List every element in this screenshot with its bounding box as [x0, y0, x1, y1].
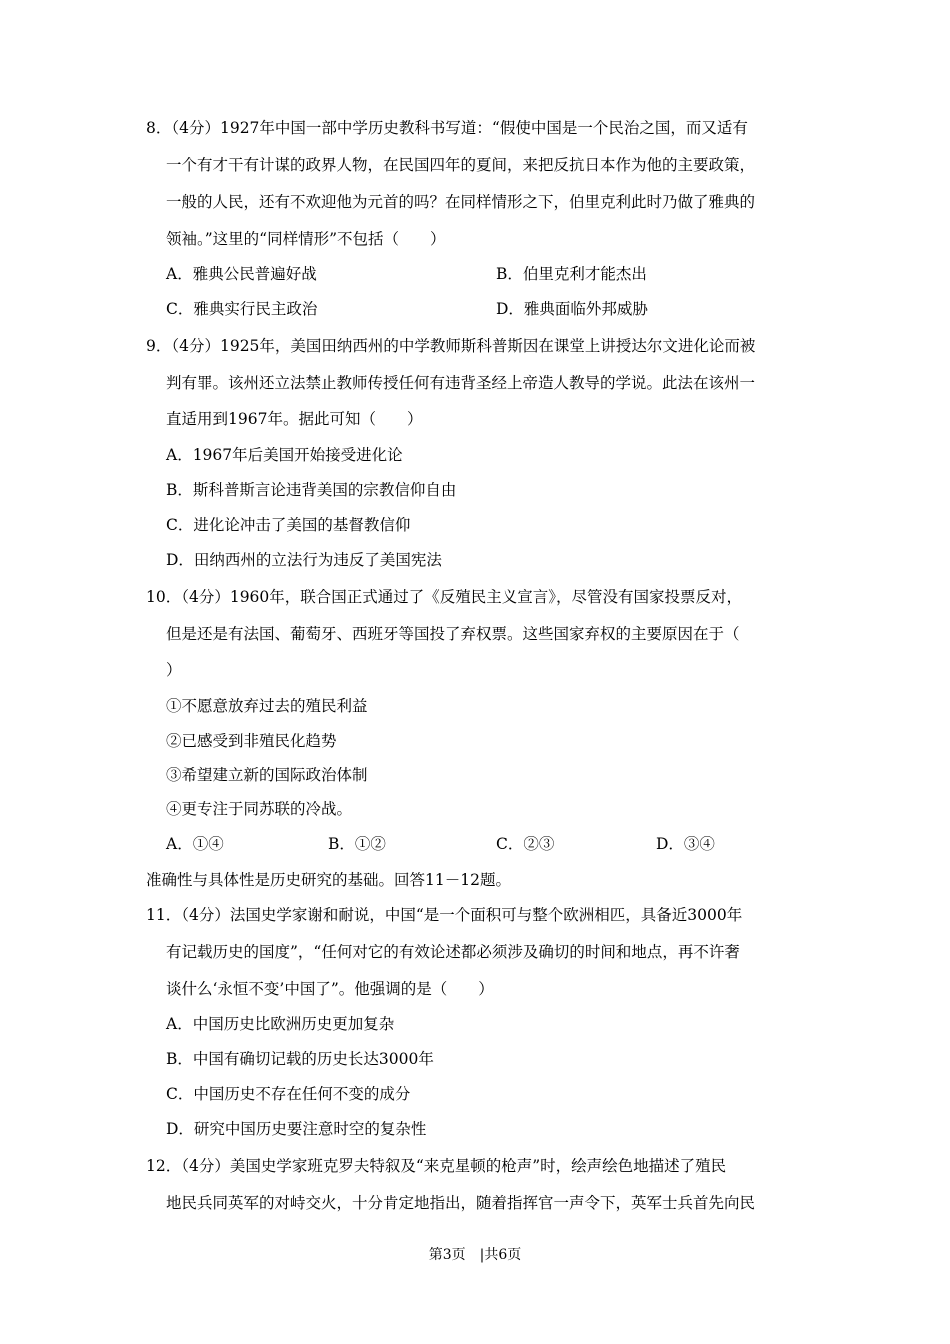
q9-option-c: C．进化论冲击了美国的基督教信仰	[166, 516, 411, 534]
q8-option-c: C．雅典实行民主政治	[166, 300, 318, 318]
q10-line-1: 10．（4分）1960年，联合国正式通过了《反殖民主义宣言》，尽管没有国家投票反对，	[146, 588, 743, 606]
q11-option-a: A．中国历史比欧洲历史更加复杂	[166, 1015, 395, 1033]
q10-option-d: D．③④	[656, 835, 715, 853]
q9-option-b: B．斯科普斯言论违背美国的宗教信仰自由	[166, 481, 457, 499]
q9-line-2: 判有罪。该州还立法禁止教师传授任何有违背圣经上帝造人教导的学说。此法在该州一	[166, 374, 756, 392]
q11-option-c: C．中国历史不存在任何不变的成分	[166, 1085, 411, 1103]
q8-option-b: B．伯里克利才能杰出	[496, 265, 647, 283]
q8-option-d: D．雅典面临外邦威胁	[496, 300, 648, 318]
q11-line-2: 有记载历史的国度”，“任何对它的有效论述都必须涉及确切的时间和地点，再不许奢	[166, 943, 740, 961]
q11-line-1: 11．（4分）法国史学家谢和耐说，中国“是一个面积可与整个欧洲相匹，具备近3000年	[146, 906, 743, 924]
q10-option-b: B．①②	[328, 835, 386, 853]
q10-option-a: A．①④	[166, 835, 224, 853]
q8-option-a: A．雅典公民普遍好战	[166, 265, 317, 283]
q12-line-1: 12．（4分）美国史学家班克罗夫特叙及“来克星顿的枪声”时，绘声绘色地描述了殖民	[146, 1157, 727, 1175]
q9-option-d: D．田纳西州的立法行为违反了美国宪法	[166, 551, 442, 569]
q10-statement-3: ③希望建立新的国际政治体制	[166, 766, 368, 784]
q9-option-a: A．1967年后美国开始接受进化论	[166, 446, 403, 464]
q9-line-3: 直适用到1967年。据此可知（ ）	[166, 410, 423, 428]
q11-line-3: 谈什么‘永恒不变’中国了”。他强调的是（ ）	[166, 980, 494, 998]
q11-option-d: D．研究中国历史要注意时空的复杂性	[166, 1120, 427, 1138]
q10-statement-4: ④更专注于同苏联的冷战。	[166, 800, 353, 818]
q10-line-3: ）	[166, 661, 182, 679]
q8-line-4: 领袖。”这里的“同样情形”不包括（ ）	[166, 230, 446, 248]
page-footer: 第3页 |共6页	[428, 1247, 522, 1263]
section-intro: 准确性与具体性是历史研究的基础。回答11－12题。	[146, 871, 511, 889]
q10-line-2: 但是还是有法国、葡萄牙、西班牙等国投了弃权票。这些国家弃权的主要原因在于（	[166, 625, 740, 643]
q9-line-1: 9．（4分）1925年，美国田纳西州的中学教师斯科普斯因在课堂上讲授达尔文进化论而被	[146, 337, 756, 355]
q8-line-1: 8．（4分）1927年中国一部中学历史教科书写道：“假使中国是一个民治之国，而又适有	[146, 119, 748, 137]
q10-option-c: C．②③	[496, 835, 555, 853]
q8-line-3: 一般的人民，还有不欢迎他为元首的吗？在同样情形之下，伯里克利此时乃做了雅典的	[166, 193, 756, 211]
q11-option-b: B．中国有确切记载的历史长达3000年	[166, 1050, 434, 1068]
q10-statement-1: ①不愿意放弃过去的殖民利益	[166, 697, 368, 715]
q12-line-2: 地民兵同英军的对峙交火，十分肯定地指出，随着指挥官一声令下，英军士兵首先向民	[166, 1194, 756, 1212]
q10-statement-2: ②已感受到非殖民化趋势	[166, 732, 337, 750]
q8-line-2: 一个有才干有计谋的政界人物，在民国四年的夏间，来把反抗日本作为他的主要政策，	[166, 156, 756, 174]
